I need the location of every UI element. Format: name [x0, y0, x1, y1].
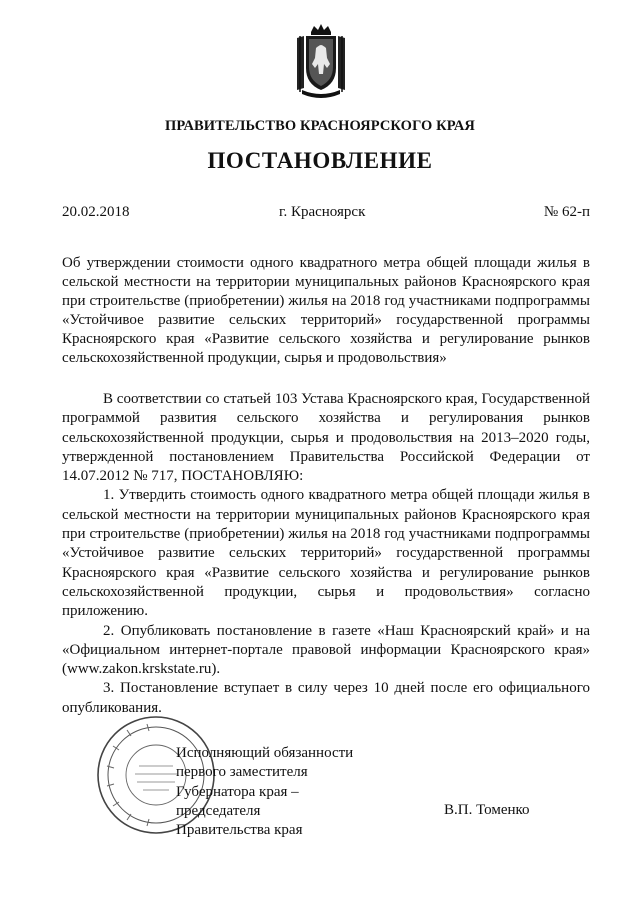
signatory-line: Исполняющий обязанности — [176, 745, 354, 761]
document-subject: Об утверждении стоимости одного квадратного метра общей площади жилья в сельской местности на территории муниципальных районов Красноярского края при строительстве (приобретении) жилья на 2018 год участниками подпрограммы «Устойчивое развитие сельских территорий» государственной программы Красноярского края «Развитие сельского хозяйства и регулирование рынков сельскохозяйственной продукции, сырья и продовольствия» — [62, 255, 590, 366]
signatory-name: В.П. Томенко — [444, 802, 530, 818]
document-date: 20.02.2018 — [62, 204, 130, 220]
signatory-line: председателя — [176, 802, 261, 819]
organization-name: ПРАВИТЕЛЬСТВО КРАСНОЯРСКОГО КРАЯ — [164, 118, 475, 134]
preamble: В соответствии со статьей 103 Устава Красноярского края, Государственной программой развития сельского хозяйства и регулирования рынков сельскохозяйственной продукции, сырья и продовольствия на 2013–2020 годы, утвержденной постановлением Правительства Российской Федерации от 14.07.2012 № 717, ПОСТАНОВЛЯЮ: — [62, 391, 590, 485]
signatory-line: Правительства края — [176, 822, 303, 839]
body-item: 2. Опубликовать постановление в газете «Наш Красноярский край» и на «Официальном интернет-портале правовой информации Красноярского края» (www.zakon.krskstate.ru). — [62, 622, 590, 678]
signatory-line: первого заместителя — [176, 764, 308, 781]
document-body — [62, 390, 590, 718]
document-type: ПОСТАНОВЛЕНИЕ — [207, 148, 433, 173]
document-number: № 62-п — [543, 204, 590, 220]
signatory-line: Губернатора края – — [176, 783, 299, 800]
body-item: 1. Утвердить стоимость одного квадратного метра общей площади жилья в сельской местности на территории муниципальных районов Красноярского края при строительстве (приобретении) жилья на 2018 год участниками подпрограммы «Устойчивое развитие сельских территорий» государственной программы Красноярского края «Развитие сельского хозяйства и регулирование рынков сельскохозяйственной продукции, сырья и продовольствия» согласно приложению. — [62, 487, 590, 620]
document-city: г. Красноярск — [279, 204, 366, 220]
body-item: 3. Постановление вступает в силу через 10 дней после его официального опубликования. — [62, 680, 590, 716]
coat-of-arms-icon — [294, 24, 348, 98]
document-meta — [62, 204, 590, 224]
signatory-title — [176, 744, 396, 840]
